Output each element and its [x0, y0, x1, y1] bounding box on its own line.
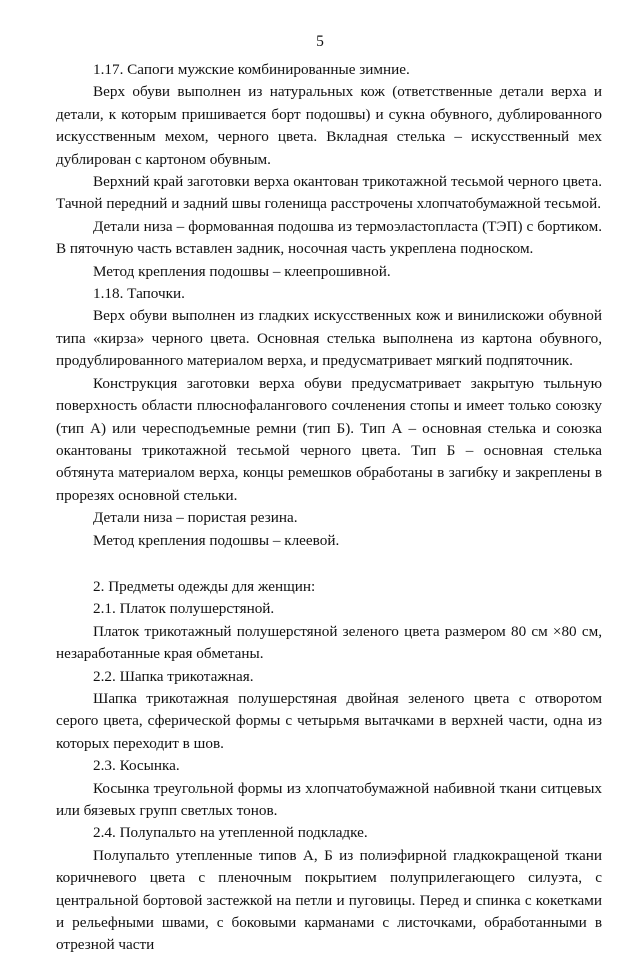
paragraph-slippers-upper: Верх обуви выполнен из гладких искусственных кож и винилискожи обувной типа «кирза» черного цвета. Основная стелька выполнена из картона обувного, продублированного материалом верха, и предусматривает мягкий подпяточник.	[56, 307, 602, 370]
page-number: 5	[316, 33, 324, 50]
paragraph-boots-method: Метод крепления подошвы – клеепрошивной.	[93, 262, 391, 280]
paragraph-boots-upper: Верх обуви выполнен из натуральных кож (ответственные детали верха и детали, к которым пришивается борт подошвы) и сукна обувного, дублированного искусственным мехом, черного цвета. Вкладная стелька – искусственный мех дублирован с картоном обувным.	[56, 83, 602, 168]
section-heading-2-4: 2.4. Полупальто на утепленной подкладке.	[93, 824, 368, 842]
paragraph-boots-edge: Верхний край заготовки верха окантован трикотажной тесьмой черного цвета. Тачной передний и задний швы голенища расстрочены хлопчатобумажной тесьмой.	[56, 173, 602, 213]
paragraph-scarf: Платок трикотажный полушерстяной зеленого цвета размером 80 см ×80 см, незаработанные края обметаны.	[56, 622, 602, 663]
section-heading-2-1: 2.1. Платок полушерстяной.	[93, 600, 275, 618]
section-heading-2: 2. Предметы одежды для женщин:	[93, 577, 316, 595]
section-heading-2-2: 2.2. Шапка трикотажная.	[93, 667, 254, 685]
document-body	[56, 59, 602, 957]
paragraph-half-coat: Полупальто утепленные типов А, Б из полиэфирной гладкокращеной ткани коричневого цвета с пленочным покрытием полуприлегающего силуэта, с центральной бортовой застежкой на петли и пуговицы. Перед и спинка с кокетками и рельефными швами, с боковыми карманами с листочками, обработанными в отрезной части	[56, 846, 602, 954]
section-gap	[56, 552, 602, 576]
paragraph-slippers-construction: Конструкция заготовки верха обуви предусматривает закрытую тыльную поверхность области плюснофалангового сочленения стопы и имеет только союзку (тип А) или чересподъемные ремни (тип Б). Тип А – основная стелька и союзка окантованы трикотажной тесьмой черного цвета. Тип Б – основная стелька обтянута материалом верха, концы ремешков обработаны в загибку и закреплены в прорезях основной стельки.	[56, 374, 602, 504]
paragraph-boots-sole: Детали низа – формованная подошва из термоэластопласта (ТЭП) с бортиком. В пяточную часть вставлен задник, носочная часть укреплена подноском.	[56, 217, 602, 258]
section-heading-2-3: 2.3. Косынка.	[93, 757, 180, 775]
paragraph-slippers-method: Метод крепления подошвы – клеевой.	[93, 531, 340, 549]
section-heading-1-17: 1.17. Сапоги мужские комбинированные зимние.	[93, 61, 410, 78]
paragraph-slippers-sole: Детали низа – пористая резина.	[93, 509, 298, 527]
paragraph-hat: Шапка трикотажная полушерстяная двойная зеленого цвета с отворотом серого цвета, сферической формы с четырьмя вытачками в верхней части, одна из которых переходит в шов.	[56, 689, 602, 752]
section-heading-1-18: 1.18. Тапочки.	[93, 285, 185, 303]
paragraph-kerchief: Косынка треугольной формы из хлопчатобумажной набивной ткани ситцевых или бязевых групп светлых тонов.	[56, 779, 602, 819]
